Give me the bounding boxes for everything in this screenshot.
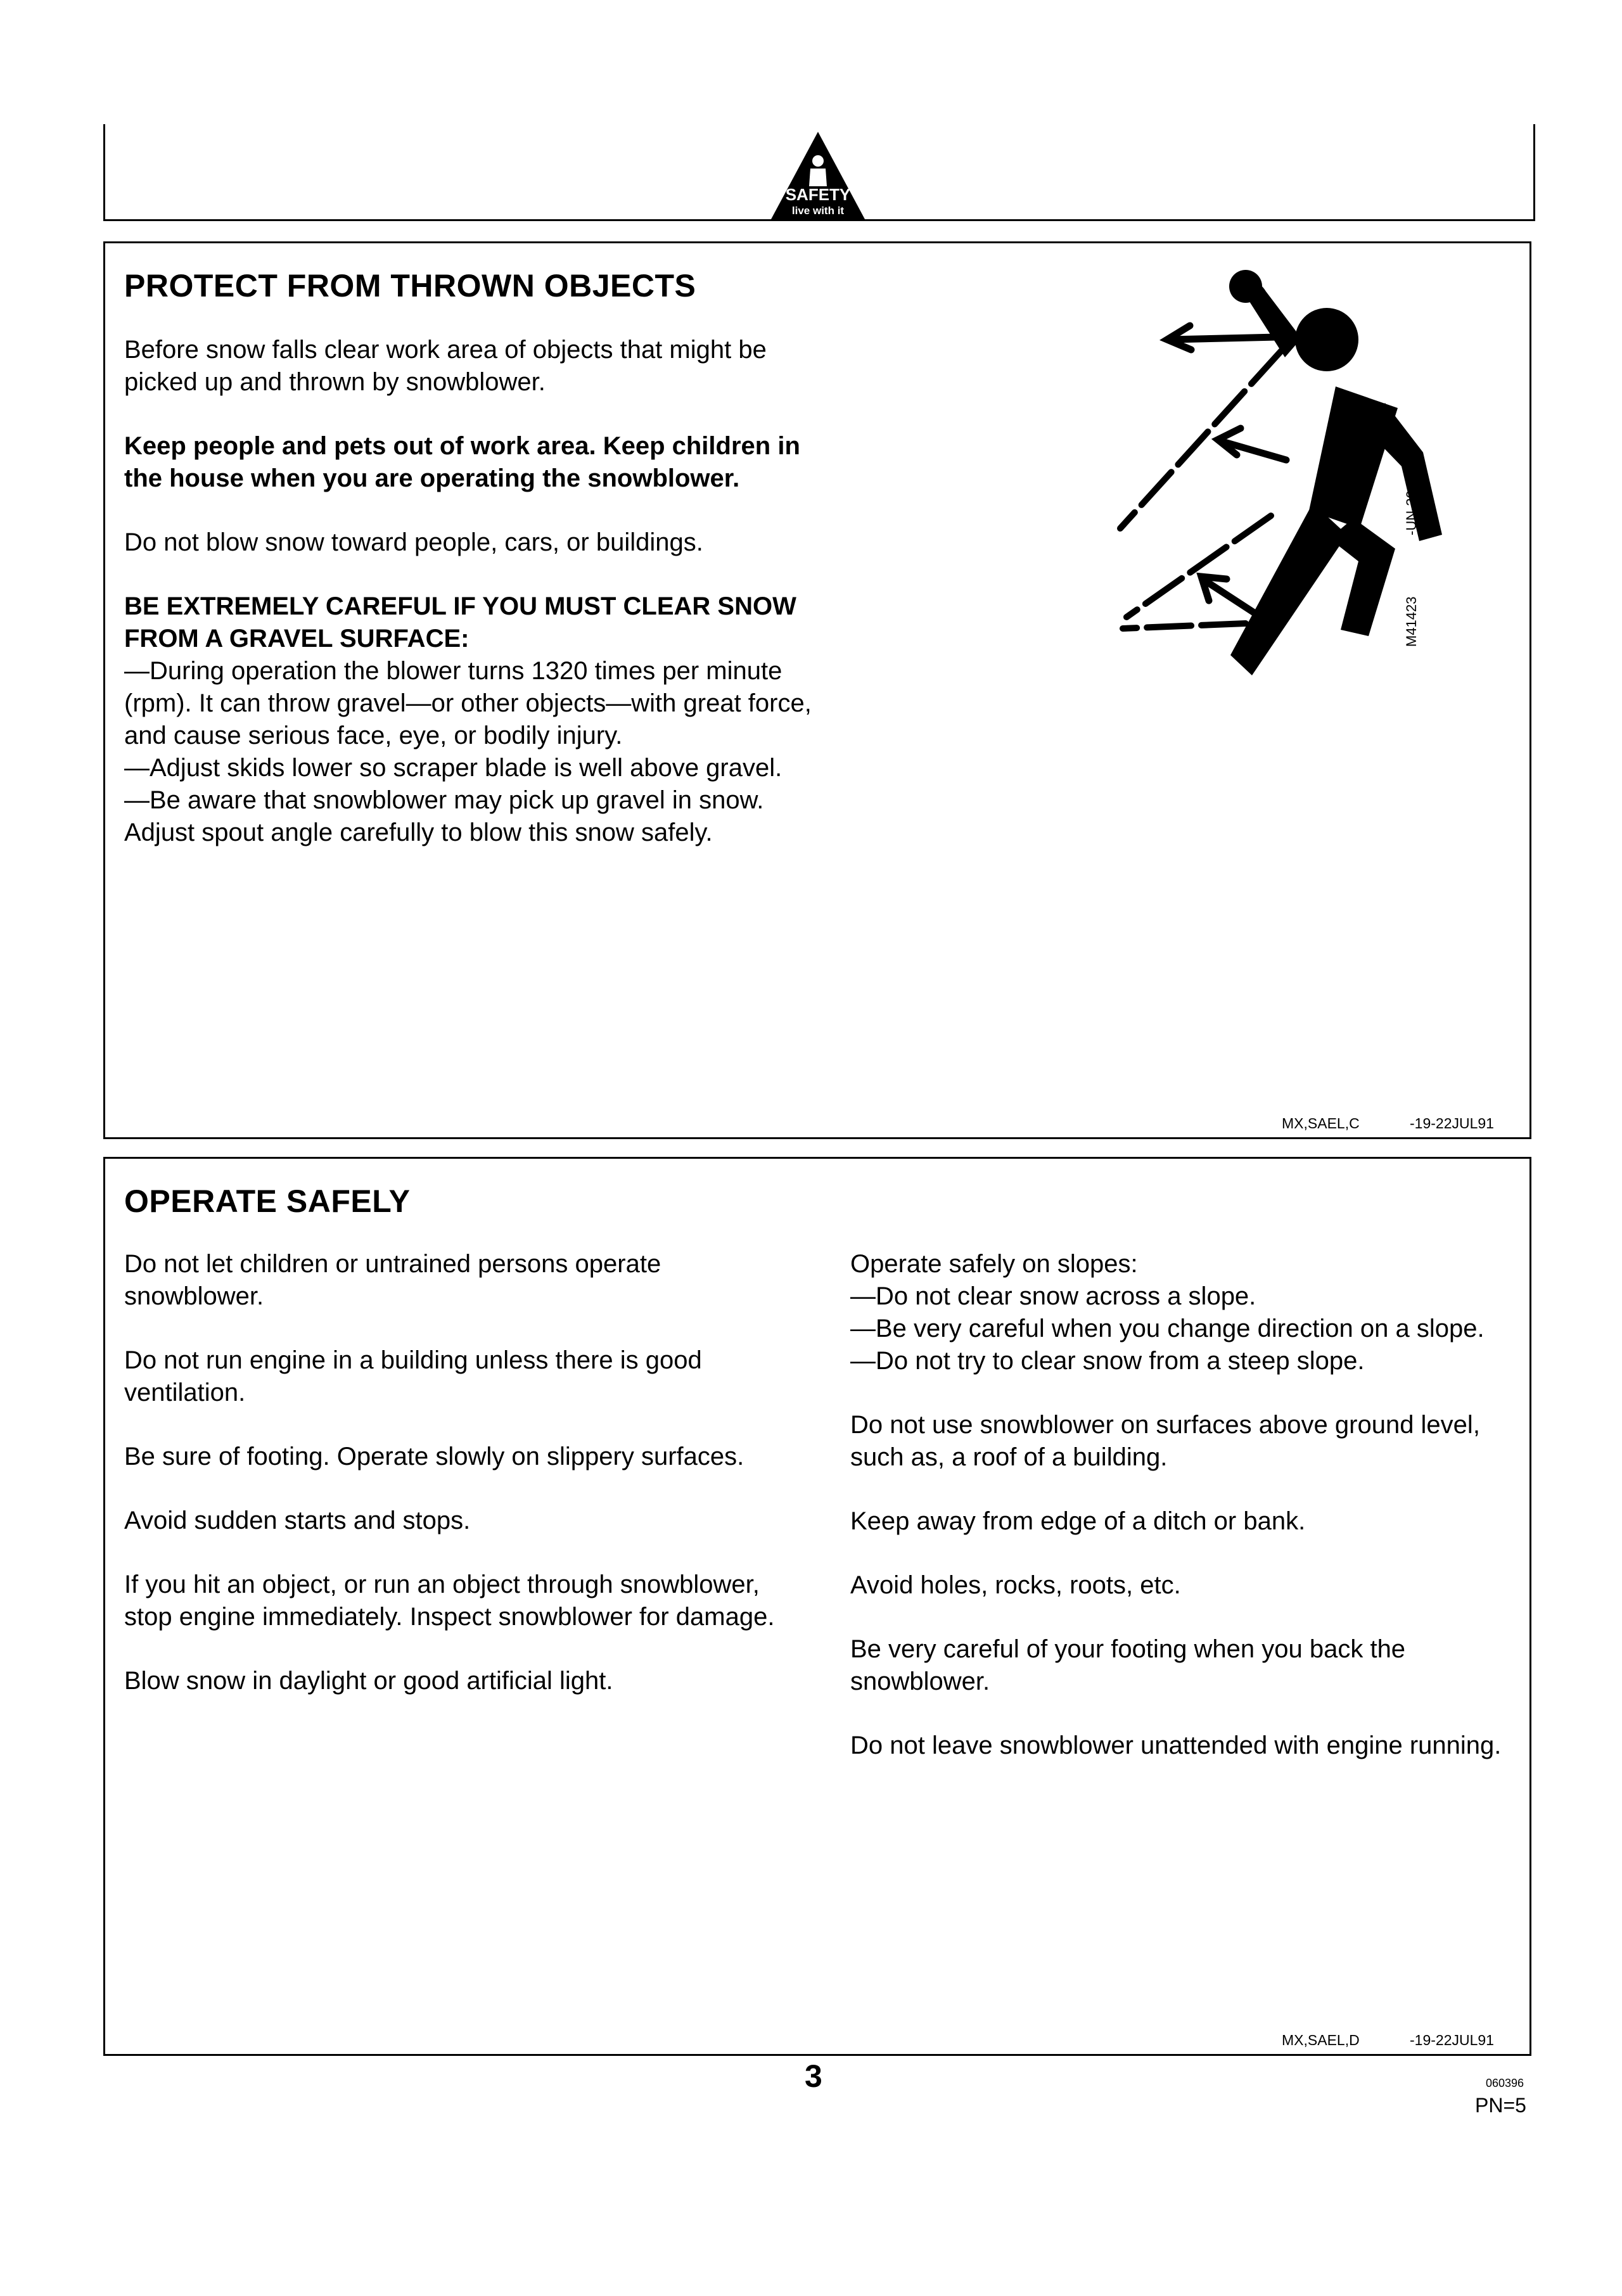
paragraph: Do not leave snowblower unattended with engine running. [850, 1732, 1502, 1759]
pn-code: PN=5 [1475, 2094, 1526, 2117]
thrown-objects-illustration [980, 262, 1499, 680]
slopes-item: —Be very careful when you change direction on a slope. [850, 1315, 1485, 1343]
paragraph: Avoid holes, rocks, roots, etc. [850, 1571, 1181, 1599]
logo-word-safety: SAFETY [785, 185, 851, 204]
reference-code: MX,SAEL,D [1282, 2032, 1360, 2048]
paragraph: Avoid sudden starts and stops. [124, 1507, 471, 1534]
slopes-item: —Do not clear snow across a slope. [850, 1282, 1256, 1310]
gravel-warning-skids: —Adjust skids lower so scraper blade is well above gravel. [124, 754, 782, 782]
figure-code-m41423: M41423 [1403, 596, 1419, 647]
gravel-warning-spout: —Be aware that snowblower may pick up gravel in snow. Adjust spout angle carefully to blow this snow safely. [124, 786, 764, 846]
print-date: 060396 [1486, 2077, 1524, 2089]
paragraph: Be sure of footing. Operate slowly on slippery surfaces. [124, 1443, 744, 1470]
safety-alert-logo [770, 131, 866, 220]
reference-code: MX,SAEL,C [1282, 1115, 1360, 1132]
paragraph: Be very careful of your footing when you back the snowblower. [850, 1635, 1406, 1695]
slopes-heading: Operate safely on slopes: [850, 1250, 1138, 1278]
reference-date: -19-22JUL91 [1410, 1115, 1494, 1132]
logo-tagline: live with it [791, 205, 845, 217]
gravel-warning-rpm: —During operation the blower turns 1320 times per minute (rpm). It can throw gravel—or other objects—with great force, and cause serious face, eye, or bodily injury. [124, 657, 812, 749]
paragraph: Blow snow in daylight or good artificial light. [124, 1667, 613, 1695]
right-column [850, 1248, 1522, 1794]
section-title: OPERATE SAFELY [124, 1183, 411, 1219]
reference-date: -19-22JUL91 [1410, 2032, 1494, 2048]
paragraph: Do not let children or untrained persons operate snowblower. [124, 1250, 661, 1310]
paragraph: If you hit an object, or run an object through snowblower, stop engine immediately. Inspect snowblower for damage. [124, 1571, 775, 1631]
section-title: PROTECT FROM THROWN OBJECTS [124, 268, 696, 303]
slopes-item: —Do not try to clear snow from a steep slope. [850, 1347, 1365, 1375]
paragraph: Keep away from edge of a ditch or bank. [850, 1507, 1306, 1535]
paragraph-keep-people-out: Keep people and pets out of work area. Keep children in the house when you are operating the snowblower. [124, 432, 800, 492]
paragraph-do-not-blow-toward: Do not blow snow toward people, cars, or buildings. [124, 528, 703, 556]
page-number: 3 [805, 2058, 822, 2094]
section-body [124, 334, 834, 849]
gravel-warning-heading: BE EXTREMELY CAREFUL IF YOU MUST CLEAR SNOW FROM A GRAVEL SURFACE: [124, 592, 796, 653]
section-protect-from-thrown-objects [103, 241, 1531, 1139]
paragraph: Do not run engine in a building unless there is good ventilation. [124, 1346, 702, 1406]
paragraph-clear-work-area: Before snow falls clear work area of objects that might be picked up and thrown by snowblower. [124, 336, 767, 396]
paragraph: Do not use snowblower on surfaces above ground level, such as, a roof of a building. [850, 1411, 1480, 1471]
figure-code-un-date: -UN-30AUG88 [1403, 444, 1419, 535]
left-column [124, 1248, 796, 1729]
section-operate-safely [103, 1157, 1531, 2056]
